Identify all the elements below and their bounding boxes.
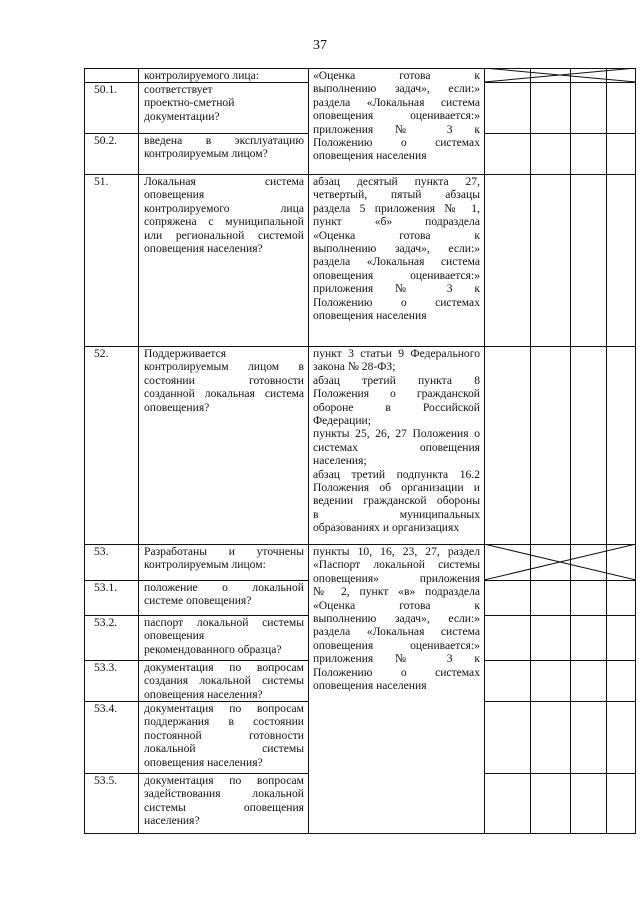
reference-line: абзац третий пункта 8 [313,373,480,387]
row-line [484,701,636,702]
column-line [606,68,607,834]
question-line: оповещения населения? [144,755,263,769]
question-line: создания локальной системы [144,674,304,688]
reference-line: приложения № 3 к [313,122,480,136]
question-line: контролируемого лица: [144,69,259,82]
reference-line: приложения № 3 к [313,282,480,296]
item-number: 53. [94,545,109,558]
reference-line: оповещения населения [313,309,427,323]
reference-line: Положению о системах [313,136,480,150]
question-line: населения? [144,814,200,828]
question-line: оповещения населения? [144,687,263,701]
reference-line: раздела «Локальная система [313,255,480,269]
question-line: оповещения [144,629,205,643]
reference-line: Положению о системах [313,665,480,679]
column-line [308,68,309,834]
reference-line: раздела «Локальная система [313,95,480,109]
reference-line: выполнению задач», если:» [313,242,480,256]
question-line: документация по вопросам [144,702,304,715]
reference-line: раздела «Локальная система [313,625,480,639]
question-line: паспорт локальной системы [144,616,304,629]
question-line: локальной системы [144,742,304,756]
row-line [484,133,636,134]
item-question [144,581,304,615]
reference-line: пункт 3 статьи 9 Федерального [313,347,480,360]
question-line: Локальная система [144,175,304,188]
reference-line: четвертый, пятый абзацы [313,188,480,202]
legal-reference [313,69,480,173]
reference-line: ведении гражданской обороны [313,494,480,508]
question-line: оповещения населения? [144,242,263,256]
reference-line: пункт «б» подраздела [313,215,480,229]
question-line: задействования локальной [144,787,304,801]
legal-reference [313,175,480,345]
column-line [570,68,571,834]
reference-line: оповещения оценивается:» [313,638,480,652]
item-number: 53.3. [94,661,118,674]
item-number: 52. [94,347,109,360]
question-line: системы оповещения [144,800,304,814]
question-line: рекомендованного образца? [144,642,282,656]
page-number: 37 [313,38,327,53]
reference-line: образованиях и организациях [313,521,460,535]
question-line: состоянии готовности [144,373,304,387]
legal-reference [313,347,480,543]
question-line: положение о локальной [144,581,304,594]
reference-line: оповещения оценивается:» [313,109,480,123]
question-line: поддержания в состоянии [144,715,304,729]
question-line: контролируемым лицом: [144,558,266,572]
row-line [484,773,636,774]
question-line: постоянной готовности [144,728,304,742]
question-line: или региональной системой [144,228,304,242]
row-line [484,174,636,175]
question-line: сопряжена с муниципальной [144,215,304,229]
question-line: созданной локальная система [144,387,304,401]
item-number: 51. [94,175,109,188]
item-question [144,616,304,660]
item-question [144,347,304,544]
item-number: 53.5. [94,774,118,787]
reference-line: «Оценка готова к [313,228,480,242]
question-line: документации? [144,109,220,123]
item-question [144,69,304,82]
question-line: соответствует [144,83,213,96]
reference-line: абзац десятый пункта 27, [313,175,480,188]
legal-reference [313,545,480,833]
question-line: системе оповещения? [144,594,252,608]
reference-line: «Оценка готова к [313,598,480,612]
reference-line: Положения о гражданской [313,387,480,401]
reference-line: пункты 25, 26, 27 Положения о [313,427,480,441]
item-number [85,69,138,82]
question-line: оповещения? [144,400,210,414]
table-border [635,68,636,834]
reference-line: Федерации; [313,414,371,428]
item-question [144,661,304,701]
reference-line: раздела 5 приложения № 1, [313,201,480,215]
reference-line: оповещения населения [313,679,427,693]
reference-line: выполнению задач», если:» [313,612,480,626]
reference-line: обороне в Российской [313,400,480,414]
item-question [144,83,304,133]
item-question [144,134,304,174]
reference-line: № 2, пункт «в» подраздела [313,585,480,599]
item-number: 53.2. [94,616,118,629]
item-question [144,545,304,580]
row-line [484,660,636,661]
reference-line: оповещения оценивается:» [313,268,480,282]
item-number: 50.1. [94,83,118,96]
row-line [484,580,636,581]
reference-line: «Паспорт локальной системы [313,558,480,572]
reference-line: пункты 10, 16, 23, 27, раздел [313,545,480,558]
reference-line: приложения № 3 к [313,652,480,666]
question-line: документация по вопросам [144,774,304,787]
reference-line: оповещения населения [313,149,427,163]
column-line [530,68,531,834]
item-question [144,702,304,773]
question-line: контролируемым лицом? [144,147,268,161]
column-line [138,68,139,834]
row-line [484,82,636,83]
reference-line: выполнению задач», если:» [313,82,480,96]
reference-line: системах оповещения [313,440,480,454]
question-line: Поддерживается [144,347,227,360]
crossed-out-cell [484,68,636,82]
row-line [484,615,636,616]
question-line: введена в эксплуатацию [144,134,304,147]
reference-line: абзац третий подпункта 16.2 [313,467,480,481]
item-question [144,175,304,346]
row-line [484,346,636,347]
question-line: контролируемым лицом в [144,360,304,374]
question-line: Разработаны и уточнены [144,545,304,558]
reference-line: «Оценка готова к [313,69,480,82]
reference-line: закона № 28-ФЗ; [313,360,396,374]
item-question [144,774,304,834]
item-number: 53.1. [94,581,118,594]
item-number: 53.4. [94,702,118,715]
reference-line: Положения об организации и [313,481,480,495]
crossed-out-cell [484,544,636,580]
column-line [484,68,485,834]
question-line: документация по вопросам [144,661,304,674]
reference-line: Положению о системах [313,295,480,309]
reference-line: оповещения» приложения [313,571,480,585]
question-line: проектно-сметной [144,96,235,110]
question-line: оповещения [144,188,205,202]
checklist-table [84,68,636,834]
reference-line: населения; [313,454,367,468]
item-number: 50.2. [94,134,118,147]
reference-line: в муниципальных [313,507,480,521]
question-line: контролируемого лица [144,201,304,215]
